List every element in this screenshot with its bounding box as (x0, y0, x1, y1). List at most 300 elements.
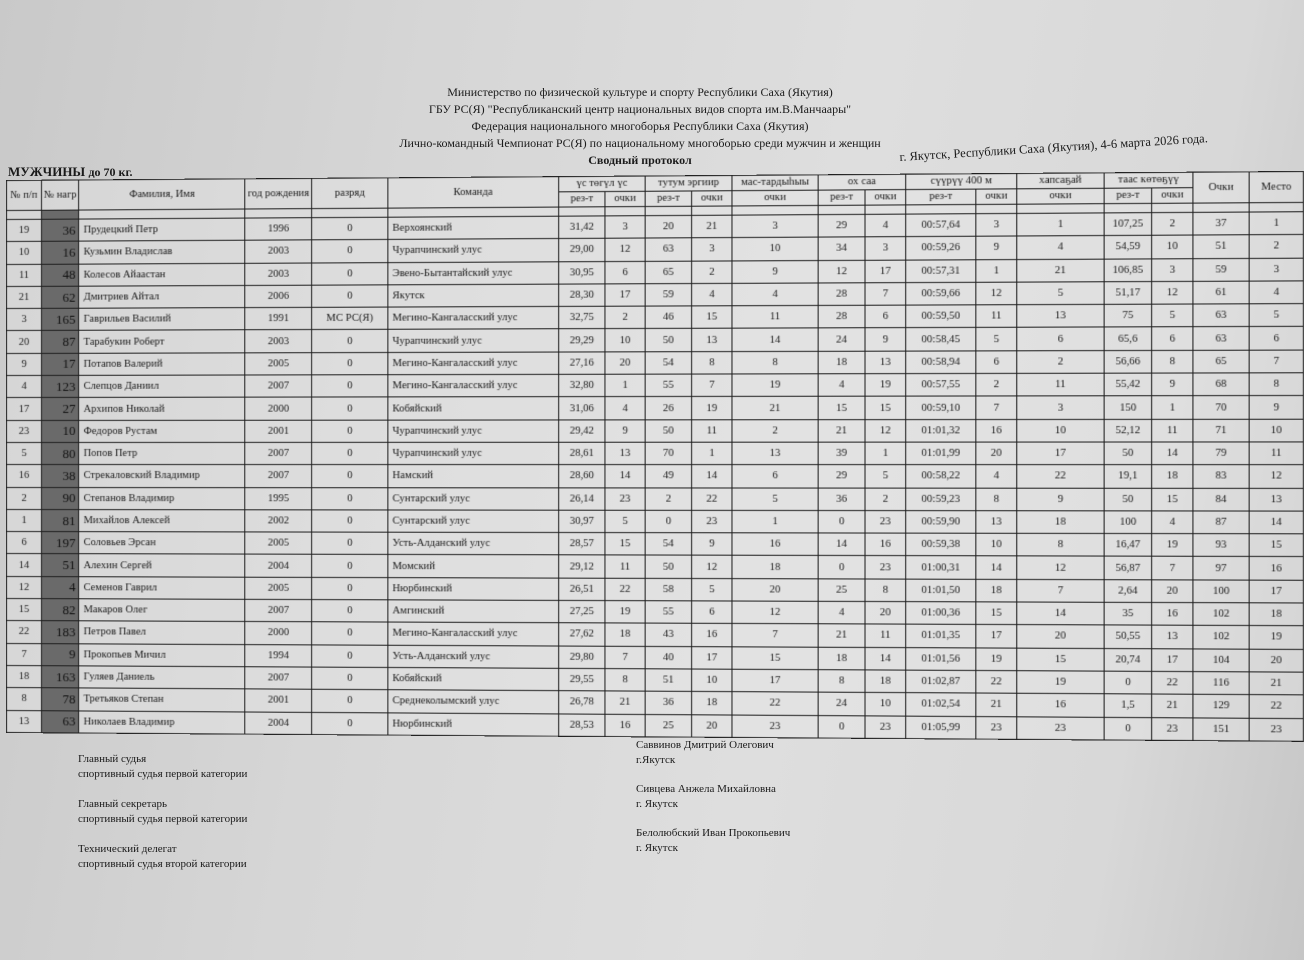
cell-event3-pts: 15 (732, 646, 818, 669)
cell-event3-pts: 3 (732, 215, 818, 238)
cell-event2-res: 70 (645, 442, 691, 465)
cell-event4-res: 29 (818, 214, 865, 237)
cell-year: 2007 (245, 442, 311, 464)
cell-team: Усть-Алданский улус (388, 532, 559, 555)
cell-np: 5 (6, 442, 41, 464)
cell-event7-pts: 2 (1152, 212, 1193, 235)
cell-event7-pts: 10 (1152, 235, 1193, 258)
cell-year: 2007 (245, 667, 311, 690)
cell-rank: 0 (312, 240, 388, 263)
cell-event1-pts: 12 (605, 238, 645, 261)
cell-place: 1 (1249, 212, 1303, 235)
cell-event4-res: 28 (818, 283, 865, 306)
cell-team: Чурапчинский улус (388, 329, 559, 352)
cell-year: 2000 (245, 622, 311, 645)
cell-np: 18 (6, 665, 41, 687)
signatory-city: г. Якутск (636, 842, 678, 854)
cell-name: Прокопьев Мичил (79, 643, 245, 666)
cell-np: 16 (6, 465, 41, 487)
cell-event1-pts: 23 (605, 487, 645, 510)
cell-team: Мегино-Кангаласский улус (388, 307, 559, 330)
cell-event2-pts: 23 (692, 510, 732, 533)
cell-rank: 0 (312, 712, 388, 735)
cell-event5-pts: 1 (976, 259, 1017, 282)
cell-event4-res: 4 (818, 374, 865, 397)
cell-event2-pts: 14 (692, 465, 732, 488)
cell-name: Потапов Валерий (79, 353, 245, 376)
cell-team: Усть-Алданский улус (388, 645, 559, 668)
cell-event1-pts: 19 (605, 601, 645, 624)
col-bib: № нагр (42, 180, 80, 210)
cell-np: 4 (6, 376, 41, 398)
cell-total: 102 (1193, 603, 1249, 626)
cell-event2-res: 65 (645, 261, 691, 284)
cell-np: 2 (6, 487, 41, 509)
cell-event2-res: 54 (645, 351, 691, 374)
cell-event1-res: 27,25 (559, 600, 605, 623)
cell-event5-pts: 16 (976, 419, 1017, 442)
cell-event4-res: 12 (818, 260, 865, 283)
cell-name: Гаврильев Василий (79, 308, 245, 331)
cell-event4-res: 0 (818, 715, 865, 738)
cell-event4-res: 25 (818, 579, 865, 602)
cell-total: 104 (1193, 649, 1249, 672)
cell-event2-res: 63 (645, 238, 691, 261)
cell-place: 22 (1249, 695, 1303, 718)
cell-year: 2007 (245, 375, 311, 398)
col-event7-pts: очки (1152, 188, 1193, 204)
cell-place: 3 (1249, 258, 1303, 281)
cell-total: 70 (1193, 396, 1249, 419)
cell-event1-pts: 18 (605, 623, 645, 646)
category-label: МУЖЧИНЫ (8, 164, 86, 179)
cell-event2-pts: 18 (692, 692, 732, 715)
cell-total: 68 (1193, 373, 1249, 396)
cell-place: 17 (1249, 580, 1303, 603)
cell-event1-pts: 6 (605, 261, 645, 284)
cell-bib: 9 (42, 643, 80, 666)
cell-event7-res: 16,47 (1104, 534, 1152, 557)
cell-event6-pts: 14 (1017, 602, 1104, 625)
cell-event2-pts: 9 (692, 533, 732, 556)
cell-event4-pts: 4 (865, 214, 906, 237)
role-technical-delegate (78, 842, 247, 872)
cell-total: 151 (1193, 717, 1249, 740)
cell-event6-pts: 19 (1017, 671, 1104, 694)
cell-name: Слепцов Даниил (79, 375, 245, 398)
cell-place: 23 (1249, 718, 1303, 741)
cell-total: 79 (1193, 442, 1249, 465)
cell-event5-res: 00:57,31 (906, 259, 976, 282)
table-row (6, 396, 1303, 420)
cell-bib: 63 (42, 710, 80, 733)
cell-place: 6 (1249, 327, 1303, 350)
cell-bib: 123 (42, 375, 80, 397)
cell-bib: 78 (42, 688, 80, 711)
cell-event4-res: 18 (818, 351, 865, 374)
table-row (6, 373, 1303, 398)
cell-total: 102 (1193, 626, 1249, 649)
cell-event4-res: 0 (818, 510, 865, 533)
cell-event5-res: 00:59,50 (906, 305, 976, 328)
cell-team: Намский (388, 465, 559, 488)
cell-bib: 38 (42, 465, 80, 487)
cell-name: Колесов Айаастан (79, 263, 245, 286)
cell-bib: 16 (42, 241, 80, 264)
cell-event5-pts: 22 (976, 670, 1017, 693)
col-event2: тутум эргиир (645, 175, 732, 191)
cell-year: 2003 (245, 263, 311, 286)
protocol-title: Сводный протокол (588, 153, 692, 167)
cell-event7-res: 35 (1104, 602, 1152, 625)
cell-event4-pts: 17 (865, 260, 906, 283)
cell-name: Архипов Николай (79, 398, 245, 421)
cell-event4-res: 18 (818, 647, 865, 670)
cell-event4-pts: 11 (865, 624, 906, 647)
cell-np: 19 (6, 219, 41, 242)
cell-event4-pts: 9 (865, 328, 906, 351)
cell-np: 12 (6, 576, 41, 598)
cell-event4-pts: 19 (865, 374, 906, 397)
cell-np: 10 (6, 242, 41, 264)
cell-year: 2000 (245, 397, 311, 420)
cell-np: 14 (6, 554, 41, 576)
col-team: Команда (388, 177, 559, 208)
col-event2-pts: очки (692, 191, 732, 207)
cell-event4-pts: 1 (865, 442, 906, 465)
cell-event4-pts: 10 (865, 693, 906, 716)
cell-rank: 0 (312, 330, 388, 353)
cell-np: 7 (6, 643, 41, 665)
cell-rank: 0 (312, 622, 388, 645)
cell-np: 17 (6, 398, 41, 420)
cell-year: 2007 (245, 599, 311, 622)
cell-event5-pts: 19 (976, 648, 1017, 671)
cell-event3-pts: 7 (732, 624, 818, 647)
cell-event7-pts: 17 (1152, 648, 1193, 671)
cell-year: 2005 (245, 532, 311, 555)
cell-event1-pts: 17 (605, 284, 645, 307)
cell-event1-res: 30,95 (559, 261, 605, 284)
cell-event7-pts: 4 (1152, 511, 1193, 534)
cell-event7-pts: 21 (1152, 694, 1193, 717)
cell-event7-pts: 1 (1152, 396, 1193, 419)
cell-event1-pts: 20 (605, 352, 645, 375)
cell-year: 2003 (245, 330, 311, 353)
cell-event4-pts: 6 (865, 305, 906, 328)
cell-event2-pts: 19 (692, 397, 732, 420)
cell-place: 14 (1249, 511, 1303, 534)
col-rank: разряд (312, 178, 388, 209)
cell-event2-pts: 4 (692, 283, 732, 306)
role-title: Главный судья (78, 753, 147, 765)
table-row (6, 327, 1303, 353)
cell-bib: 27 (42, 398, 80, 420)
cell-event4-pts: 20 (865, 602, 906, 625)
cell-event2-res: 50 (645, 555, 691, 578)
cell-event7-res: 20,74 (1104, 648, 1152, 671)
heading-line-center: ГБУ РС(Я) "Республиканский центр национальных видов спорта им.В.Манчаары" (428, 102, 852, 116)
cell-rank: 0 (312, 465, 388, 488)
cell-year: 2005 (245, 352, 311, 375)
cell-event5-res: 01:00,31 (906, 556, 976, 579)
cell-name: Петров Павел (79, 621, 245, 644)
cell-bib: 10 (42, 420, 80, 442)
cell-team: Среднеколымский улус (388, 690, 559, 714)
cell-event1-res: 29,29 (559, 329, 605, 352)
cell-event4-pts: 23 (865, 510, 906, 533)
cell-bib: 62 (42, 286, 80, 308)
cell-event2-pts: 6 (692, 601, 732, 624)
cell-total: 37 (1193, 212, 1249, 235)
cell-total: 59 (1193, 258, 1249, 281)
cell-event4-res: 14 (818, 533, 865, 556)
cell-year: 1995 (245, 487, 311, 510)
cell-name: Тарабукин Роберт (79, 330, 245, 353)
cell-team: Чурапчинский улус (388, 239, 559, 262)
cell-event1-res: 29,12 (559, 555, 605, 578)
document-heading (360, 84, 920, 169)
cell-year: 2002 (245, 510, 311, 533)
cell-event7-res: 65,6 (1104, 327, 1152, 350)
cell-event2-pts: 21 (692, 215, 732, 238)
cell-event5-pts: 3 (976, 213, 1017, 236)
cell-np: 13 (6, 710, 41, 733)
col-year: год рождения (245, 178, 311, 209)
cell-event1-pts: 5 (605, 510, 645, 533)
cell-event5-res: 00:59,10 (906, 396, 976, 419)
col-event5-pts: очки (976, 189, 1017, 205)
cell-event1-res: 29,80 (559, 646, 605, 669)
cell-event1-res: 28,61 (559, 442, 605, 465)
cell-event7-res: 19,1 (1104, 465, 1152, 488)
cell-bib: 90 (42, 487, 80, 509)
cell-event4-res: 29 (818, 465, 865, 488)
col-event3: мас-тардыһыы (732, 175, 818, 191)
cell-event7-res: 56,87 (1104, 557, 1152, 580)
cell-event2-pts: 13 (692, 329, 732, 352)
cell-total: 63 (1193, 304, 1249, 327)
cell-event7-res: 55,42 (1104, 373, 1152, 396)
cell-event2-res: 25 (645, 714, 691, 737)
signatory-city: г.Якутск (636, 754, 676, 766)
table-row (6, 350, 1303, 376)
cell-event7-pts: 11 (1152, 419, 1193, 442)
cell-event7-res: 150 (1104, 396, 1152, 419)
cell-event6-pts: 4 (1017, 236, 1104, 259)
cell-event1-pts: 10 (605, 329, 645, 352)
role-title: Технический делегат (78, 843, 177, 855)
cell-event6-pts: 21 (1017, 259, 1104, 282)
cell-event7-pts: 12 (1152, 281, 1193, 304)
cell-bib: 87 (42, 331, 80, 353)
cell-year: 1996 (245, 218, 311, 241)
cell-event1-res: 28,57 (559, 533, 605, 556)
cell-event7-res: 51,17 (1104, 281, 1152, 304)
cell-bib: 183 (42, 621, 80, 643)
cell-event5-pts: 8 (976, 488, 1017, 511)
cell-event6-pts: 13 (1017, 305, 1104, 328)
cell-name: Макаров Олег (79, 599, 245, 622)
cell-event6-pts: 22 (1017, 465, 1104, 488)
cell-name: Дмитриев Айтал (79, 285, 245, 308)
cell-event2-res: 54 (645, 533, 691, 556)
cell-place: 16 (1249, 557, 1303, 580)
cell-rank: 0 (312, 217, 388, 240)
cell-place: 9 (1249, 396, 1303, 419)
cell-event5-res: 00:57,55 (906, 374, 976, 397)
cell-event1-res: 32,80 (559, 374, 605, 397)
signatory-name: Сивцева Анжела Михайловна (636, 783, 776, 795)
cell-place: 15 (1249, 534, 1303, 557)
cell-event4-res: 24 (818, 692, 865, 715)
cell-total: 65 (1193, 350, 1249, 373)
cell-event7-pts: 20 (1152, 580, 1193, 603)
cell-event7-res: 2,64 (1104, 579, 1152, 602)
role-category: спортивный судья первой категории (78, 768, 248, 780)
results-table (6, 171, 1304, 742)
cell-event6-pts: 7 (1017, 579, 1104, 602)
cell-bib: 80 (42, 442, 80, 464)
cell-event5-res: 01:01,50 (906, 579, 976, 602)
cell-event5-res: 01:02,87 (906, 670, 976, 693)
cell-event6-pts: 6 (1017, 327, 1104, 350)
cell-event1-pts: 4 (605, 397, 645, 420)
cell-rank: 0 (312, 645, 388, 668)
cell-np: 11 (6, 264, 41, 286)
role-title: Главный секретарь (78, 798, 167, 810)
cell-np: 3 (6, 309, 41, 331)
cell-team: Якутск (388, 284, 559, 307)
cell-place: 19 (1249, 626, 1303, 649)
cell-event1-pts: 21 (605, 691, 645, 714)
cell-event3-pts: 19 (732, 374, 818, 397)
cell-event4-res: 24 (818, 328, 865, 351)
cell-place: 7 (1249, 350, 1303, 373)
cell-event5-res: 00:58,94 (906, 351, 976, 374)
cell-team: Мегино-Кангаласский улус (388, 374, 559, 397)
col-total: Очки (1193, 172, 1249, 203)
cell-event5-pts: 10 (976, 533, 1017, 556)
cell-event7-res: 0 (1104, 717, 1152, 740)
cell-bib: 4 (42, 576, 80, 598)
role-chief-judge (78, 752, 247, 782)
signatory-name: Белолюбский Иван Прокопьевич (636, 827, 791, 839)
cell-event2-res: 55 (645, 601, 691, 624)
cell-bib: 163 (42, 666, 80, 689)
cell-event3-pts: 4 (732, 283, 818, 306)
cell-event4-res: 34 (818, 237, 865, 260)
cell-event7-res: 100 (1104, 511, 1152, 534)
cell-event6-pts: 8 (1017, 533, 1104, 556)
cell-np: 22 (6, 621, 41, 643)
cell-event2-res: 46 (645, 306, 691, 329)
cell-rank: 0 (312, 375, 388, 398)
cell-event5-res: 01:01,56 (906, 647, 976, 670)
table-row (6, 442, 1303, 465)
cell-event2-pts: 16 (692, 624, 732, 647)
cell-place: 2 (1249, 235, 1303, 258)
cell-event5-pts: 23 (976, 716, 1017, 739)
cell-total: 84 (1193, 488, 1249, 511)
cell-event2-res: 50 (645, 329, 691, 352)
signatory-chief-judge (636, 738, 790, 768)
cell-bib: 82 (42, 599, 80, 621)
table-row (6, 487, 1303, 511)
cell-event7-pts: 16 (1152, 603, 1193, 626)
cell-event5-pts: 13 (976, 511, 1017, 534)
cell-rank: 0 (312, 510, 388, 533)
cell-event1-pts: 9 (605, 420, 645, 443)
col-event1-res: рез-т (559, 192, 605, 208)
col-event1: үс төгүл үс (559, 176, 645, 192)
cell-event7-res: 106,85 (1104, 258, 1152, 281)
cell-event5-pts: 21 (976, 693, 1017, 716)
cell-rank: 0 (312, 577, 388, 600)
cell-event5-res: 00:59,26 (906, 237, 976, 260)
cell-event5-res: 00:59,23 (906, 488, 976, 511)
footer-roles (78, 752, 247, 887)
cell-event5-pts: 6 (976, 351, 1017, 374)
cell-event4-pts: 18 (865, 670, 906, 693)
table-row (6, 465, 1303, 488)
cell-event3-pts: 5 (732, 488, 818, 511)
cell-name: Семенов Гаврил (79, 576, 245, 599)
cell-event4-res: 8 (818, 670, 865, 693)
cell-event1-res: 31,42 (559, 216, 605, 239)
cell-event2-pts: 15 (692, 306, 732, 329)
cell-total: 61 (1193, 281, 1249, 304)
cell-event5-pts: 11 (976, 305, 1017, 328)
cell-place: 20 (1249, 649, 1303, 672)
cell-event5-pts: 5 (976, 328, 1017, 351)
col-event4-res: рез-т (818, 190, 865, 206)
cell-event6-pts: 10 (1017, 419, 1104, 442)
cell-event2-res: 51 (645, 669, 691, 692)
cell-rank: 0 (312, 262, 388, 285)
cell-event1-res: 31,06 (559, 397, 605, 420)
cell-name: Федоров Рустам (79, 420, 245, 443)
cell-event3-pts: 22 (732, 692, 818, 715)
cell-rank: 0 (312, 667, 388, 690)
cell-event2-pts: 20 (692, 714, 732, 737)
cell-event4-res: 21 (818, 419, 865, 442)
cell-event3-pts: 1 (732, 510, 818, 533)
cell-event2-res: 26 (645, 397, 691, 420)
cell-team: Сунтарский улус (388, 510, 559, 533)
cell-year: 1991 (245, 308, 311, 331)
cell-event7-pts: 5 (1152, 304, 1193, 327)
cell-event6-pts: 16 (1017, 693, 1104, 716)
weight-category (8, 164, 133, 180)
cell-event5-res: 00:59,90 (906, 510, 976, 533)
col-event3-pts: очки (732, 190, 818, 206)
cell-event3-pts: 21 (732, 397, 818, 420)
cell-np: 20 (6, 331, 41, 353)
cell-event2-pts: 8 (692, 351, 732, 374)
cell-event3-pts: 16 (732, 533, 818, 556)
cell-event2-res: 43 (645, 623, 691, 646)
table-row (6, 532, 1303, 557)
cell-event7-pts: 14 (1152, 442, 1193, 465)
cell-event1-res: 26,14 (559, 487, 605, 510)
cell-event5-pts: 4 (976, 465, 1017, 488)
cell-np: 8 (6, 688, 41, 711)
cell-event7-res: 0 (1104, 671, 1152, 694)
category-weight: до 70 кг. (88, 165, 133, 179)
cell-event4-res: 39 (818, 442, 865, 465)
cell-event1-pts: 1 (605, 374, 645, 397)
